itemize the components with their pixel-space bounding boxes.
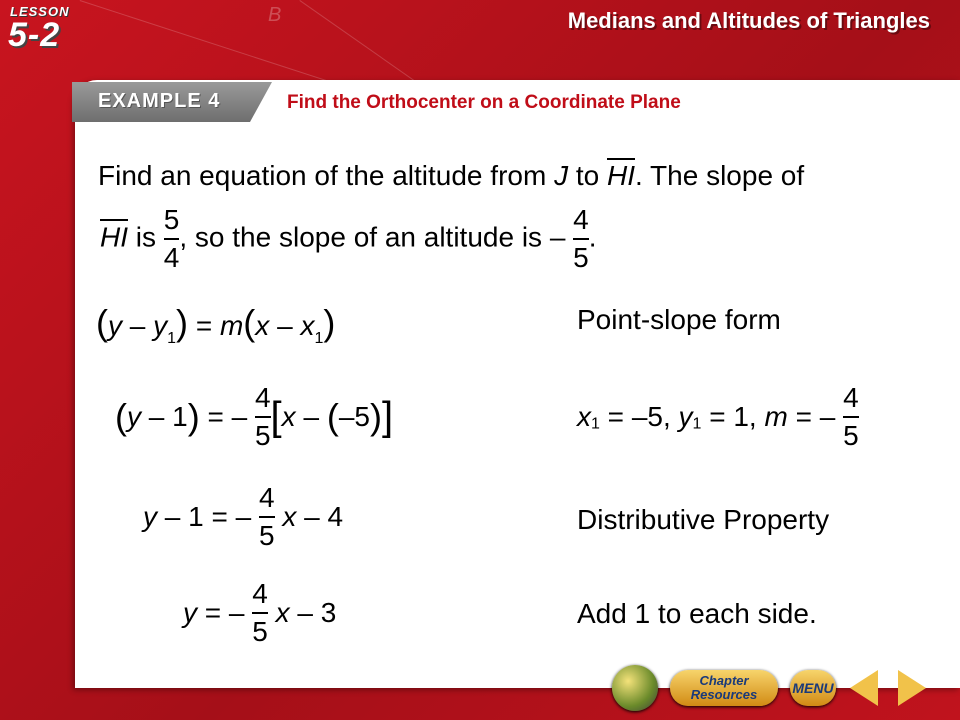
reason-substitution: $x_1 = -5$, $y_1 = 1$, m = – $\frac{4}{5}$ [577, 382, 859, 451]
equation-final: y = – $\frac{4}{5}$ x – 3 [183, 578, 337, 647]
menu-button[interactable]: MENU [790, 670, 836, 706]
altitude-slope-numerator: 4 [573, 204, 589, 235]
slope-denominator: 4 [164, 238, 180, 272]
previous-arrow-icon[interactable] [850, 670, 878, 706]
intro-text-end: . The slope of [635, 160, 805, 191]
vertex-j: J [554, 160, 569, 191]
equation-point-slope: $(y - y_1) = m(x - x_1)$ [96, 302, 336, 347]
reason-m-numerator: 4 [843, 382, 859, 413]
lesson-word: LESSON [10, 4, 70, 19]
chapter-resources-button[interactable] [670, 670, 778, 706]
chapter-resources-line2: Resources [690, 687, 758, 702]
lesson-badge [0, 0, 96, 62]
equation-substitution: (y – 1) = – $\frac{4}{5}$ [x – (–5)] [115, 382, 394, 451]
reason-x1-value: = –5, [599, 401, 679, 432]
altitude-slope-fraction [573, 206, 589, 272]
reason-m-value: = – [787, 401, 836, 432]
lesson-number: 5-2 [8, 16, 61, 54]
equation-distributive: y – 1 = – $\frac{4}{5}$ x – 4 [143, 482, 344, 551]
intro-text: Find an equation of the altitude from [98, 160, 555, 191]
slope-numerator: 5 [163, 204, 180, 235]
example-subtitle: Find the Orthocenter on a Coordinate Plane [287, 92, 681, 113]
intro-is: is [128, 221, 164, 253]
chapter-resources-line1: Chapter [699, 673, 749, 688]
reason-distributive: Distributive Property [577, 504, 830, 535]
decorative-letter: B [268, 4, 282, 26]
negative-sign: – [549, 221, 566, 253]
altitude-slope-denominator: 5 [573, 238, 589, 272]
reason-point-slope: Point-slope form [577, 304, 781, 335]
slope-fraction [164, 206, 180, 272]
reason-x1-var: x [577, 401, 591, 432]
intro-line-1 [98, 160, 804, 192]
reason-y1-value: = 1, [701, 401, 765, 432]
next-arrow-icon[interactable] [898, 670, 926, 706]
intro-to: to [568, 160, 607, 191]
intro-line-2 [100, 206, 597, 272]
segment-hi: $\overline{HI}$ [607, 160, 635, 191]
segment-hi: $\overline{HI}$ [100, 221, 128, 253]
intro-period: . [588, 221, 597, 253]
reason-add-one: Add 1 to each side. [577, 598, 817, 629]
lesson-title: Medians and Altitudes of Triangles [567, 8, 930, 33]
globe-icon[interactable] [612, 665, 658, 711]
reason-y1-var: y [678, 401, 693, 432]
example-tab [72, 82, 272, 122]
reason-m-var: m [764, 401, 788, 432]
example-label: EXAMPLE 4 [98, 90, 221, 112]
intro-mid: , so the slope of an altitude is [179, 221, 550, 253]
reason-m-denominator: 5 [843, 416, 859, 450]
reason-m-fraction [843, 384, 859, 450]
